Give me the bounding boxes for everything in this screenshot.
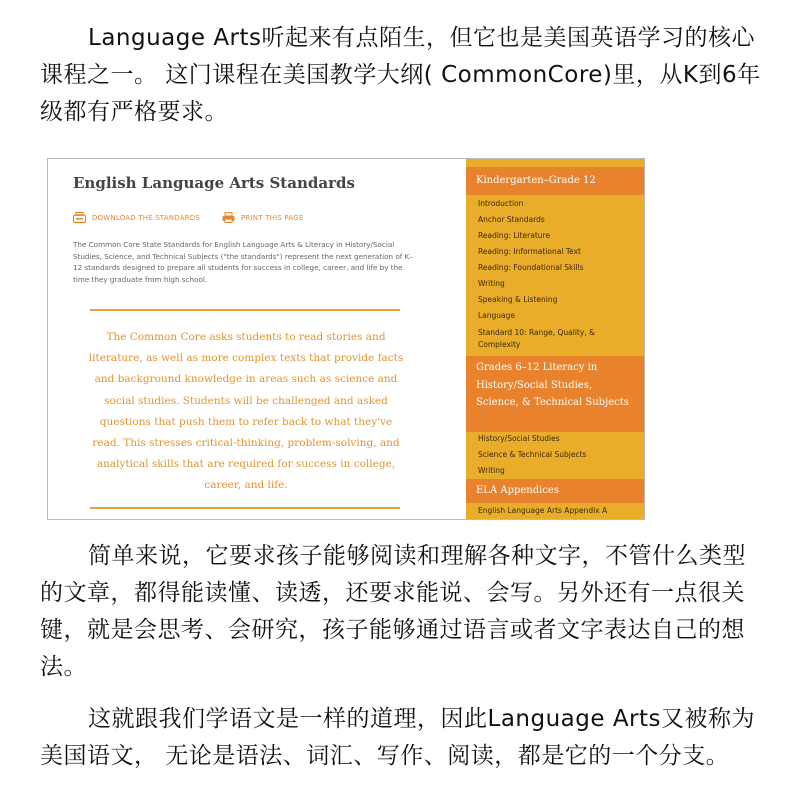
print-page-link[interactable]: [222, 212, 303, 223]
sidebar-section-literacy[interactable]: Grades 6–12 Literacy in History/Social Studies, Science, & Technical Subjects: [466, 356, 645, 432]
standards-intro: The Common Core State Standards for English Language Arts & Literacy in History/Social Studies, Science, and Technical Subjects ("the standards") represent the next generation of K–12 standards designed to prepare all students for success in college, career, and life by the time they graduate from high school.: [73, 240, 413, 284]
sidebar-list-literacy: [478, 431, 586, 479]
sidebar-item[interactable]: Speaking & Listening: [478, 295, 558, 304]
sidebar-item[interactable]: Reading: Informational Text: [478, 247, 582, 256]
ela-standards-screenshot: [47, 158, 645, 520]
article-paragraph-3: 这就跟我们学语文是一样的道理，因此Language Arts又被称为美国语文， 无论是语法、词汇、写作、阅读，都是它的一个分支。: [40, 706, 756, 769]
sidebar-list-appendices: [478, 503, 607, 519]
standards-main-panel: [48, 159, 466, 519]
sidebar-section-k12[interactable]: Kindergarten–Grade 12: [466, 167, 645, 195]
common-core-quote: The Common Core asks students to read stories and literature, as well as more complex texts that provide facts and background knowledge in areas such as science and social studies. Students will be challenged and asked questions that push them to refer back to what they've read. This stresses critical-thinking, problem-solving, and analytical skills that are required for success in college, career, and life.: [88, 331, 404, 492]
standards-sidebar: [466, 159, 645, 519]
sidebar-item[interactable]: History/Social Studies: [478, 434, 560, 443]
action-links: [73, 212, 304, 223]
print-label: PRINT THIS PAGE: [241, 213, 304, 222]
print-icon: [222, 212, 235, 223]
sidebar-item[interactable]: Anchor Standards: [478, 215, 545, 224]
article-paragraph-2: 简单来说，它要求孩子能够阅读和理解各种文字，不管什么类型的文章，都得能读懂、读透，还要求能说、会写。另外还有一点很关键，就是会思考、会研究，孩子能够通过语言或者文字表达自己的想法。: [40, 543, 746, 680]
sidebar-item[interactable]: Science & Technical Subjects: [478, 450, 587, 459]
sidebar-item[interactable]: English Language Arts Appendix A: [478, 506, 608, 515]
quote-divider-bottom: [90, 507, 400, 509]
sidebar-item[interactable]: Language: [478, 311, 516, 320]
sidebar-item[interactable]: Introduction: [478, 199, 524, 208]
standards-title: English Language Arts Standards: [73, 174, 355, 192]
download-icon: [73, 212, 86, 223]
download-standards-link[interactable]: [73, 212, 200, 223]
sidebar-item[interactable]: Reading: Foundational Skills: [478, 263, 584, 272]
quote-divider-top: [90, 309, 400, 311]
article-paragraph-1: Language Arts听起来有点陌生，但它也是美国英语学习的核心课程之一。 这门课程在美国教学大纲( CommonCore)里，从K到6年级都有严格要求。: [40, 25, 761, 125]
sidebar-item[interactable]: Writing: [478, 466, 505, 475]
sidebar-item[interactable]: Writing: [478, 279, 505, 288]
sidebar-item[interactable]: Reading: Literature: [478, 231, 551, 240]
download-label: DOWNLOAD THE STANDARDS: [92, 213, 201, 222]
sidebar-section-appendices[interactable]: ELA Appendices: [466, 479, 645, 503]
sidebar-item[interactable]: Standard 10: Range, Quality, & Complexity: [478, 328, 595, 349]
sidebar-list-k12: [478, 196, 608, 351]
